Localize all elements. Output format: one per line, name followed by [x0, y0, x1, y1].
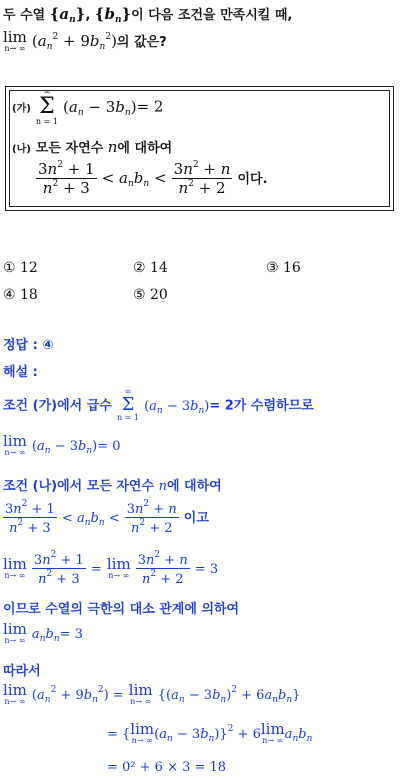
- solution-step-1: 조건 (가)에서 급수 ∞ Σ n = 1 $(a_n - 3b_n)= 2$가 수렴하므로: [3, 387, 314, 422]
- seq-b: $\{b_n\}$: [94, 5, 132, 25]
- solution-step-8: 따라서: [3, 664, 41, 679]
- choice-3[interactable]: ③ 16: [266, 260, 301, 276]
- seq-a: $\{a_n\}$: [49, 5, 86, 25]
- choice-4[interactable]: ④ 18: [3, 287, 38, 303]
- question-line-1: 두 수열 $\{a_n\}$, $\{b_n\}$이 다음 조건을 만족시킬 때,: [3, 5, 293, 25]
- choice-1[interactable]: ① 12: [3, 260, 38, 276]
- question-line-2: lim n→ ∞ $(a_n^2 + 9b_n^2)$의 값은?: [3, 28, 167, 53]
- final-answer: = 0² + 6 × 3 = 18: [107, 760, 227, 775]
- solution-step-6: 이므로 수열의 극한의 대소 관계에 의하여: [3, 602, 240, 617]
- condition-na-inequality: $\frac{3n^2 + 1}{n^2 + 3}$ < $a_nb_n$ < $\frac{3n^2 + n}{n^2 + 2}$ 이다.: [38, 160, 268, 197]
- solution-step-10: = { lim n→ ∞ $(a_n - 3b_n)\}^2 + 6$ lim n→ ∞ $a_nb_n$: [107, 720, 313, 745]
- condition-na: (나) 모든 자연수 n에 대하여: [12, 138, 173, 156]
- solution-step-3: 조건 (나)에서 모든 자연수 n에 대하여: [3, 479, 222, 494]
- condition-ga: (가) ∞ Σ n = 1 $(a_n - 3b_n)= 2$: [12, 87, 164, 126]
- sigma-symbol: ∞ Σ n = 1: [35, 87, 58, 126]
- answer-label: 정답 : ④: [3, 338, 54, 353]
- solution-step-5: lim n→ ∞ $\frac{3n^2 + 1}{n^2 + 3}$ = lim n→ ∞ $\frac{3n^2 + n}{n^2 + 2}$ = 3: [3, 550, 219, 587]
- solution-step-7: lim n→ ∞ $a_nb_n= 3$: [3, 620, 83, 645]
- limit-expression: lim n→ ∞: [3, 28, 27, 53]
- solution-step-2: lim n→ ∞ $(a_n - 3b_n)= 0$: [3, 432, 121, 457]
- choice-2[interactable]: ② 14: [133, 260, 168, 276]
- explain-label: 해설 :: [3, 365, 38, 380]
- solution-step-9: lim n→ ∞ $(a_n^2 + 9b_n^2)$ = lim n→ ∞ $\{(a_n - 3b_n)^2 + 6a_nb_n\}$: [3, 681, 301, 706]
- solution-step-4: $\frac{3n^2 + 1}{n^2 + 3}$ < $a_nb_n$ < $\frac{3n^2 + n}{n^2 + 2}$ 이고: [5, 499, 209, 536]
- choice-5[interactable]: ⑤ 20: [133, 287, 168, 303]
